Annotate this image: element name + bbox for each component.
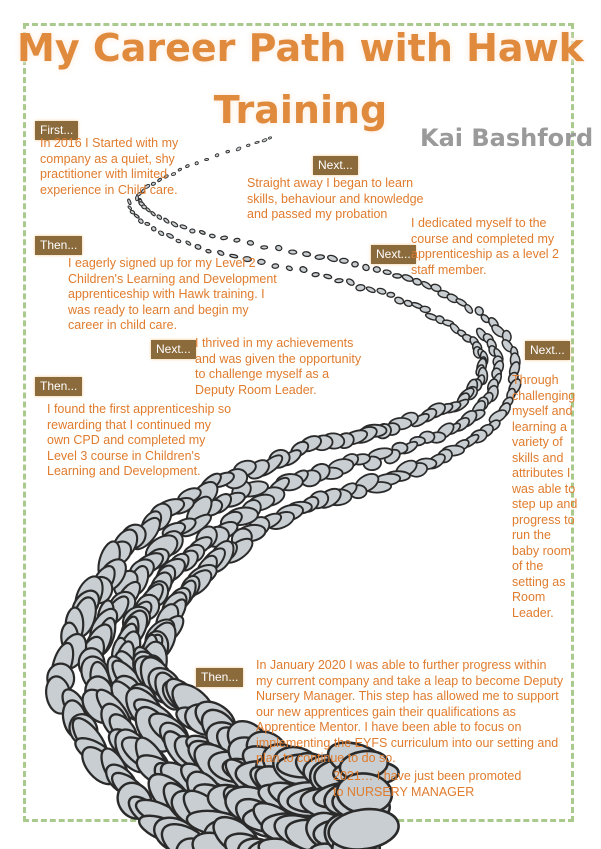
path-stone	[376, 287, 386, 295]
path-stone	[134, 214, 140, 219]
path-stone	[262, 138, 268, 142]
path-stone	[195, 244, 202, 250]
step-1-label: First...	[35, 121, 78, 140]
step-3-label: Next...	[371, 245, 416, 264]
path-stone	[299, 266, 308, 274]
author-name: Kai Bashford	[420, 124, 594, 152]
path-stone	[156, 214, 162, 220]
step-4-label: Then...	[35, 236, 82, 255]
path-stone	[234, 238, 240, 242]
path-stone	[180, 224, 188, 229]
path-stone	[286, 265, 293, 271]
path-stone	[312, 272, 319, 276]
step-3-text: I dedicated myself to the course and completed my apprenticeship as a level 2 staff member.	[411, 216, 560, 277]
path-stone	[268, 136, 272, 139]
path-stone	[151, 226, 157, 232]
path-stone	[255, 141, 260, 144]
path-stone	[209, 234, 215, 238]
step-4-text: I eagerly signed up for my Level 2 Children's Learning and Development apprenticeship with Hawk training. I was ready to learn and begin my career in child care.	[68, 256, 277, 332]
path-stone	[356, 284, 365, 291]
step-2-label: Next...	[313, 156, 358, 175]
path-stone	[352, 262, 358, 267]
path-stone	[289, 250, 297, 255]
path-stone	[420, 306, 431, 313]
path-stone	[393, 274, 402, 279]
path-stone	[387, 292, 395, 297]
path-stone	[340, 258, 349, 263]
step-7-text: I found the first apprenticeship so rewarding that I continued my own CPD and completed my Level 3 course in Children's Learning and Development.	[47, 402, 232, 478]
step-5-label: Next...	[151, 340, 196, 359]
path-stone	[335, 278, 344, 283]
step-8-label: Then...	[196, 668, 243, 687]
path-stone	[463, 303, 474, 314]
path-stone	[275, 245, 282, 252]
path-stone	[383, 269, 392, 275]
path-stone	[421, 280, 433, 290]
page-title-line-1: My Career Path with Hawk	[17, 26, 584, 70]
step-1-text: In 2016 I Started with my company as a quiet, shy practitioner with limited experience in Child care.	[40, 136, 179, 197]
path-stone	[190, 229, 196, 233]
path-stone	[261, 246, 268, 249]
path-stone	[138, 218, 144, 224]
path-stone	[323, 274, 332, 280]
path-stone	[366, 286, 376, 294]
step-8-text: In January 2020 I was able to further progress within my current company and take a leap to become Deputy Nursery Manager. This step has allowed me to support our new apprentices gain their qualifications as Apprentice Mentor. I have been able to focus on implementing the EYFS curriculum into our setting and plan to continue to do so.	[256, 658, 564, 765]
step-7-label: Then...	[35, 377, 82, 396]
final-step-text: 2021… I have just been promoted to NURSERY MANAGER	[333, 769, 522, 799]
path-stone	[246, 144, 250, 147]
page-title-line-2: Training	[213, 88, 388, 132]
path-stone	[127, 205, 132, 210]
step-5-text: I thrived in my achievements and was given the opportunity to challenge myself as a Deputy Room Leader.	[195, 336, 362, 397]
path-stone	[236, 146, 242, 151]
path-stone	[170, 221, 178, 228]
path-stone	[127, 199, 132, 206]
path-stone	[247, 240, 254, 245]
path-stone	[221, 236, 228, 240]
path-stone	[327, 254, 338, 262]
path-stone	[206, 249, 212, 253]
path-stone	[145, 207, 150, 212]
path-stone	[394, 296, 405, 305]
path-stone	[185, 240, 191, 246]
path-stone	[150, 211, 156, 216]
path-stone	[176, 239, 182, 244]
step-6-label: Next...	[525, 341, 570, 360]
path-stone	[373, 266, 381, 273]
path-stone	[158, 230, 165, 236]
path-stone	[346, 278, 356, 287]
path-stone	[412, 277, 422, 286]
path-stone	[166, 233, 174, 240]
path-stone	[302, 251, 310, 257]
path-stone	[145, 222, 150, 226]
step-6-text: Through challenging myself and learning a variety of skills and attributes I was able to step up and progress to run the baby room of the setting as Room Leader.	[512, 373, 578, 620]
path-stone	[362, 263, 371, 272]
path-stone	[315, 255, 324, 260]
path-stone	[199, 230, 206, 235]
step-2-text: Straight away I began to learn skills, behaviour and knowledge and passed my probation	[247, 176, 424, 221]
path-stone	[163, 217, 170, 224]
